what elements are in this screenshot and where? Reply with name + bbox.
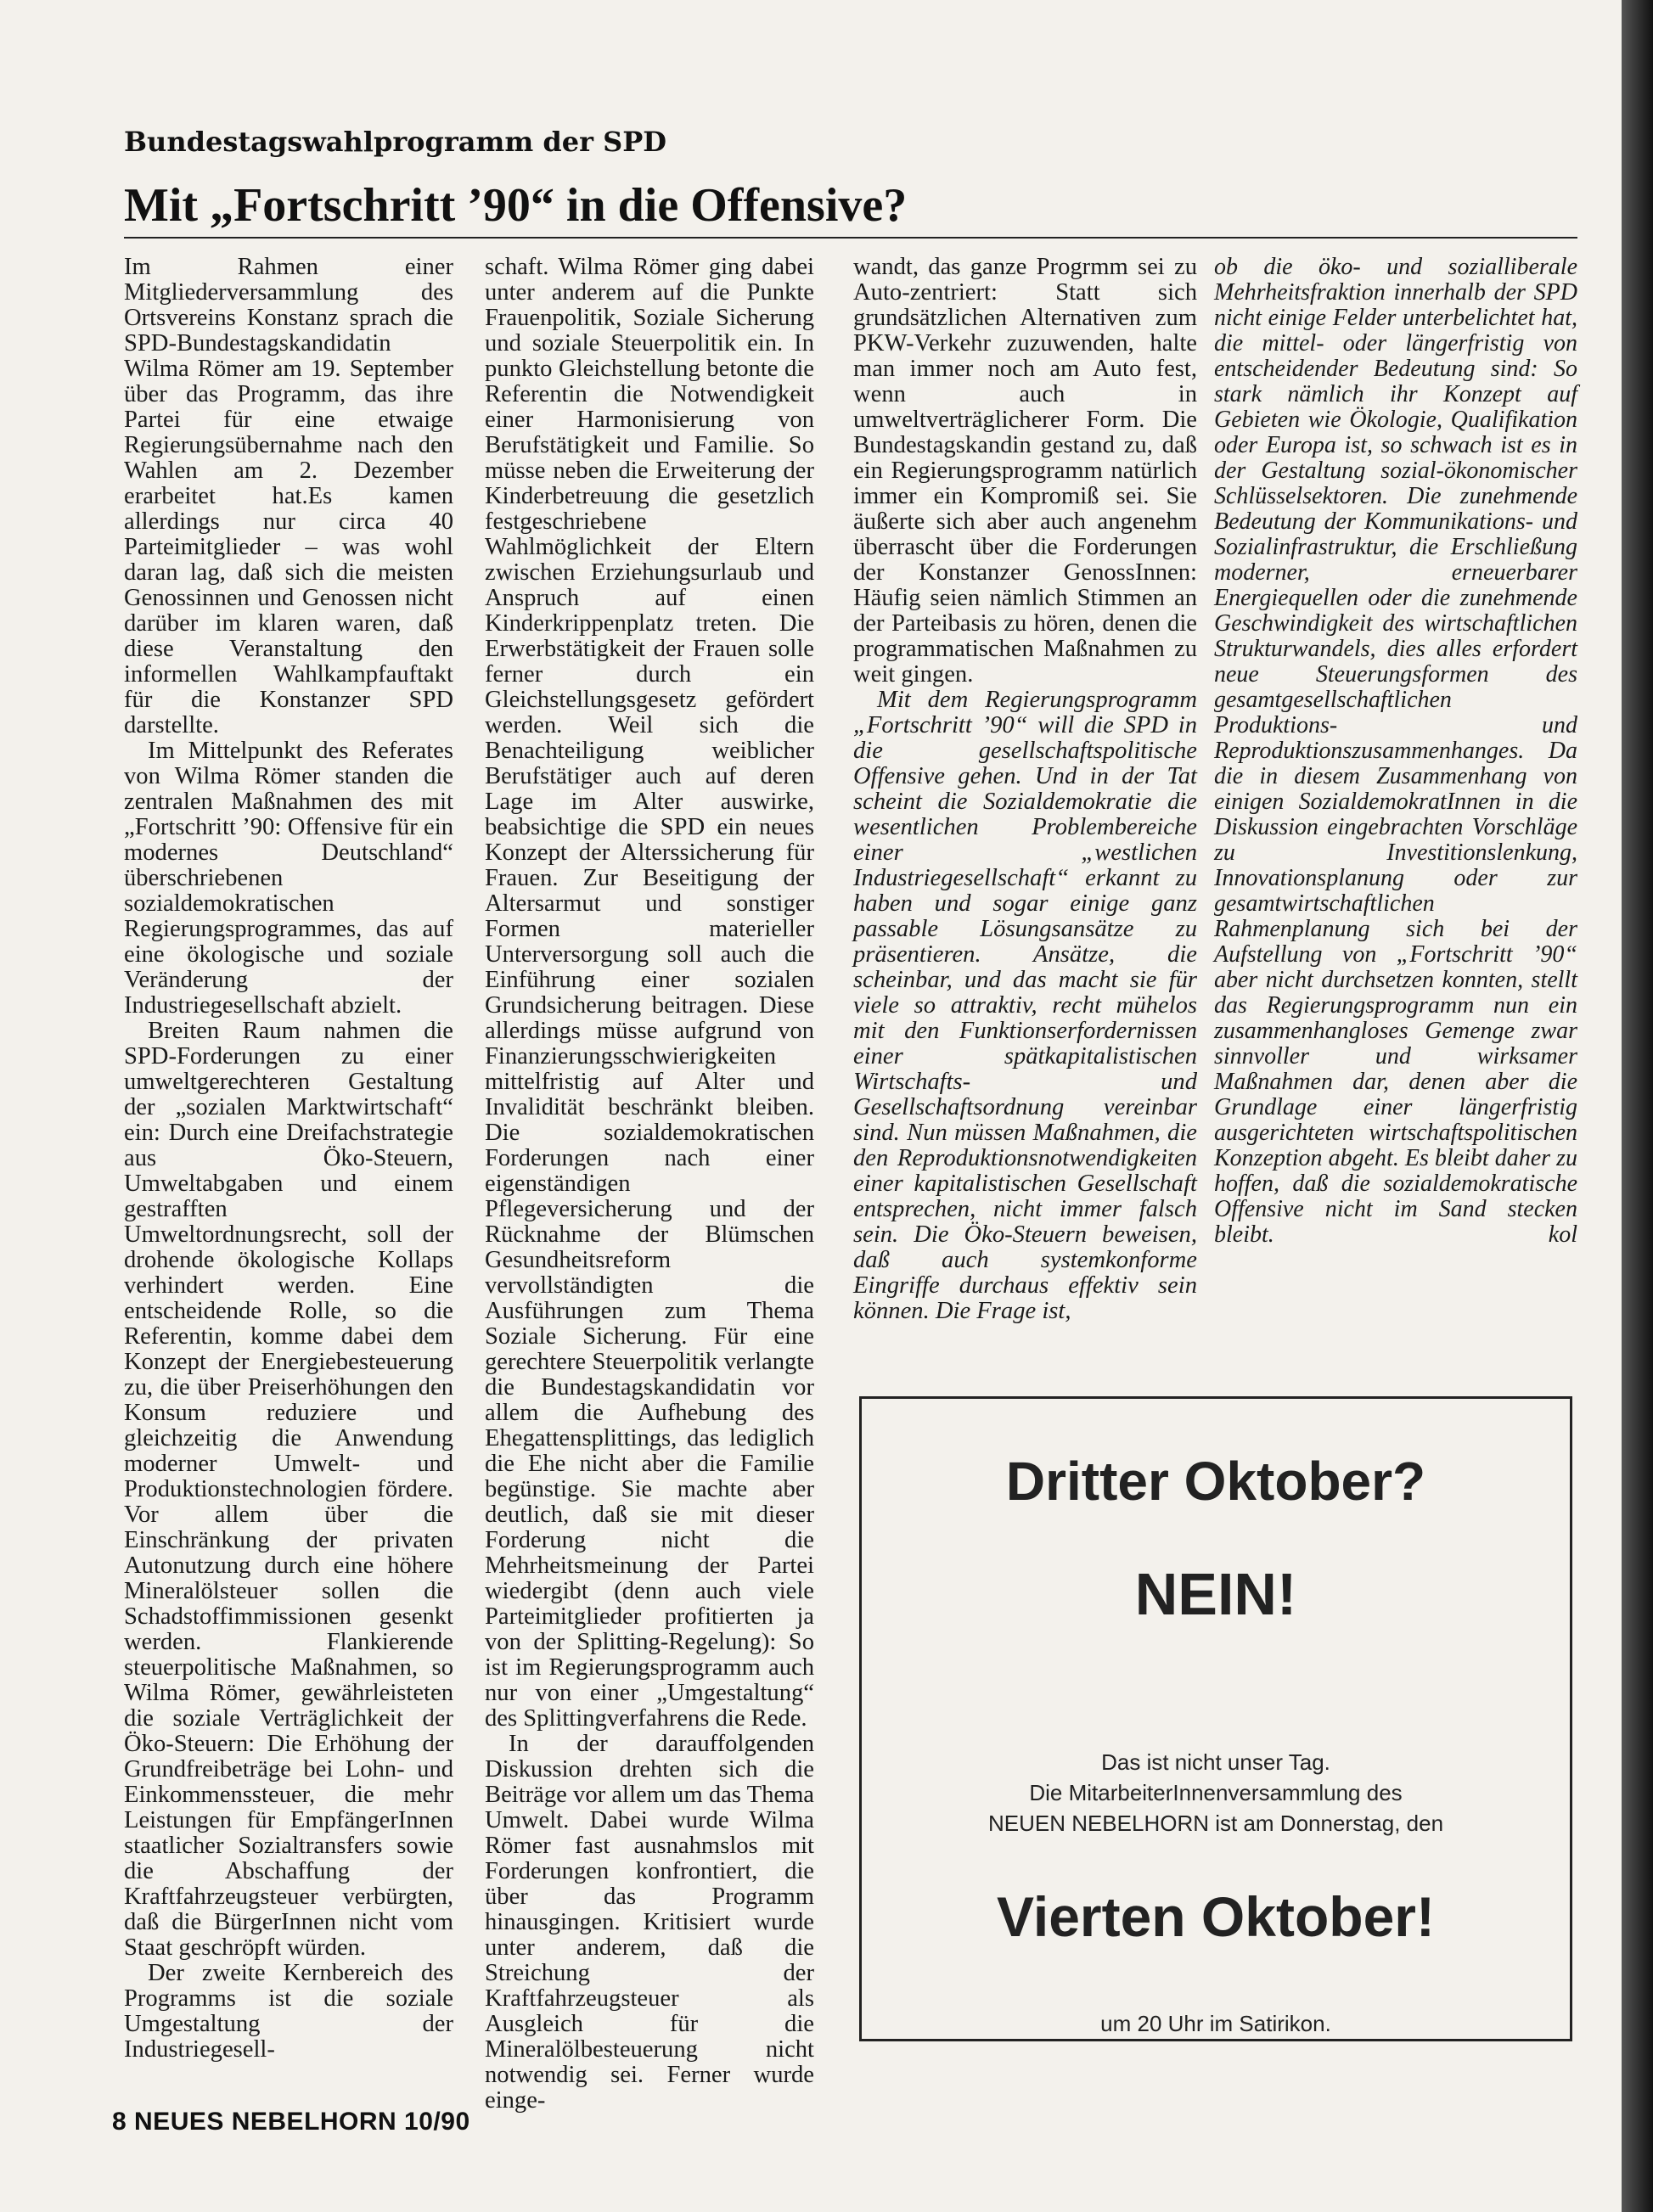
paragraph-text: ob die öko- und sozialliberale Mehrheitsfraktion innerhalb der SPD nicht einige Felder unterbelichtet hat, die mittel- oder längerfristig von entscheidender Bedeutung sind: So stark nämlich ihr Konzept auf Gebieten wie Ökologie, Qualifikation oder Europa ist, so schwach ist es in der Gestaltung sozial-ökonomischer Schlüsselsektoren. Die zunehmende Bedeutung der Kommunikations- und Sozialinfrastruktur, die Erschließung moderner, erneuerbarer Energiequellen oder die zunehmende Geschwindigkeit des wirtschaftlichen Strukturwandels, dies alles erfordert neue Steuerungsformen des gesamtgesellschaftlichen Produktions- und Reproduktionszusammenhanges. Da die in diesem Zusammenhang von einigen SozialdemokratInnen in die Diskussion eingebrachten Vorschläge zu Investitionslenkung, Innovationsplanung oder zur gesamtwirtschaftlichen Rahmenplanung sich bei der Aufstellung von „Fortschritt ’90“ aber nicht durchsetzen konnten, stellt das Regierungsprogramm nun ein zusammenhangloses Gemenge zwar sinnvoller und wirksamer Maßnahmen dar, denen aber die Grundlage einer längerfristig ausgerichteten wirtschaftspolitischen Konzeption abgeht. Es bleibt daher zu hoffen, daß die sozialdemokratische Offensive nicht im Sand stecken bleibt.	[1214, 254, 1577, 1248]
article-column-1	[124, 254, 453, 2063]
announcement-line: Das ist nicht unser Tag.	[1101, 1749, 1330, 1775]
announcement-time: um 20 Uhr im Satirikon.	[1100, 2011, 1331, 2036]
announcement-question: Dritter Oktober?	[1005, 1451, 1426, 1512]
paragraph: Im Mittelpunkt des Referates von Wilma Römer standen die zentralen Maßnahmen des mit „Fortschritt ’90: Offensive für ein modernes Deutschland“ überschriebenen sozialdemokratischen Regierungsprogrammes, das auf eine ökologische und soziale Veränderung der Industriegesellschaft abzielt.	[124, 738, 453, 1019]
page-footer: 8 NEUES NEBELHORN 10/90	[112, 2108, 470, 2136]
paragraph: Breiten Raum nahmen die SPD-Forderungen zu einer umweltgerechteren Gestaltung der „sozialen Marktwirtschaft“ ein: Durch eine Dreifachstrategie aus Öko-Steuern, Umweltabgaben und einem gestrafften Umweltordnungsrecht, soll der drohende ökologische Kollaps verhindert werden. Eine entscheidende Rolle, so die Referentin, komme dabei dem Konzept der Energiebesteuerung zu, die über Preiserhöhungen den Konsum reduziere und gleichzeitig die Anwendung moderner Umwelt- und Produktionstechnologien fördere. Vor allem über die Einschränkung der privaten Autonutzung durch eine höhere Mineralölsteuer sollen die Schadstoffimmissionen gesenkt werden. Flankierende steuerpolitische Maßnahmen, so Wilma Römer, gewährleisteten die soziale Verträglichkeit der Öko-Steuern: Die Erhöhung der Grundfreibeträge bei Lohn- und Einkommenssteuer, die mehr Leistungen für EmpfängerInnen staatlicher Sozialtransfers sowie die Abschaffung der Kraftfahrzeugsteuer verbürgten, daß die BürgerInnen nicht vom Staat geschröpft würden.	[124, 1018, 453, 1961]
paragraph: Der zweite Kernbereich des Programms ist die soziale Umgestaltung der Industriegesell-	[124, 1960, 453, 2063]
paragraph-italic	[1214, 255, 1577, 1248]
announcement-answer: NEIN!	[1134, 1561, 1297, 1627]
announcement-box	[859, 1396, 1572, 2041]
paragraph: In der darauffolgenden Diskussion drehten sich die Beiträge vor allem um das Thema Umwelt. Dabei wurde Wilma Römer fast ausnahmslos mit Forderungen konfrontiert, die über das Programm hinausgingen. Kritisiert wurde unter anderem, daß die Streichung der Kraftfahrzeugsteuer als Ausgleich für die Mineralölbesteuerung nicht notwendig sei. Ferner wurde einge-	[485, 1731, 814, 2114]
announcement-date: Vierten Oktober!	[997, 1885, 1435, 1948]
page-edge-shadow	[1622, 0, 1653, 2212]
paragraph: Im Rahmen einer Mitgliederversammlung des Ortsvereins Konstanz sprach die SPD-Bundestagskandidatin Wilma Römer am 19. September über das Programm, das ihre Partei für eine etwaige Regierungsübernahme nach den Wahlen am 2. Dezember erarbeitet hat.Es kamen allerdings nur circa 40 Parteimitglieder – was wohl daran lag, daß sich die meisten Genossinnen und Genossen nicht darüber im klaren waren, daß diese Veranstaltung den informellen Wahlkampfauftakt für die Konstanzer SPD darstellte.	[124, 254, 453, 738]
paragraph: schaft. Wilma Römer ging dabei unter anderem auf die Punkte Frauenpolitik, Soziale Sicherung und soziale Steuerpolitik ein. In punkto Gleichstellung betonte die Referentin die Notwendigkeit einer Harmonisierung von Berufstätigkeit und Familie. So müsse neben die Erweiterung der Kinderbetreuung die gesetzlich festgeschriebene Wahlmöglichkeit der Eltern zwischen Erziehungsurlaub und Anspruch auf einen Kinderkrippenplatz treten. Die Erwerbstätigkeit der Frauen solle ferner durch ein Gleichstellungsgesetz gefördert werden. Weil sich die Benachteiligung weiblicher Berufstätiger auch auf deren Lage im Alter auswirke, beabsichtige die SPD ein neues Konzept der Alterssicherung für Frauen. Zur Beseitigung der Altersarmut und sonstiger Formen materieller Unterversorgung soll auch die Einführung einer sozialen Grundsicherung beitragen. Diese allerdings müsse aufgrund von Finanzierungsschwierigkeiten mittelfristig auf Alter und Invalidität beschränkt bleiben. Die sozialdemokratischen Forderungen nach einer eigenständigen Pflegeversicherung und der Rücknahme der Blümschen Gesundheitsreform vervollständigten die Ausführungen zum Thema Soziale Sicherung. Für eine gerechtere Steuerpolitik verlangte die Bundestagskandidatin vor allem die Aufhebung des Ehegattensplittings, das lediglich die Ehe nicht aber die Familie begünstige. Sie machte aber deutlich, daß sie mit dieser Forderung nicht die Mehrheitsmeinung der Partei wiedergibt (denn auch viele Parteimitglieder profitierten ja von der Splitting-Regelung): So ist im Regierungsprogramm auch nur von einer „Umgestaltung“ des Splittingverfahrens die Rede.	[485, 254, 814, 1732]
article-kicker: Bundestagswahlprogramm der SPD	[124, 126, 666, 158]
article-column-4	[1214, 255, 1577, 1375]
paragraph: wandt, das ganze Progrmm sei zu Auto-zentriert: Statt sich grundsätzlichen Alternativen zum PKW-Verkehr zuzuwenden, halte man immer noch am Auto fest, wenn auch in umweltverträglicherer Form. Die Bundestagskandin gestand zu, daß ein Regierungsprogramm natürlich immer ein Kompromiß sei. Sie äußerte sich aber auch angenehm überrascht über die Forderungen der Konstanzer GenossInnen: Häufig seien nämlich Stimmen an der Parteibasis zu hören, denen die programmatischen Maßnahmen zu weit gingen.	[853, 254, 1197, 688]
author-signature: kol	[1548, 1221, 1577, 1248]
article-column-2	[485, 254, 814, 2114]
headline-rule	[124, 237, 1577, 239]
article-headline: Mit „Fortschritt ’90“ in die Offensive?	[124, 179, 908, 232]
paragraph-italic: Mit dem Regierungsprogramm „Fortschritt ’90“ will die SPD in die gesellschaftspolitische Offensive gehen. Und in der Tat scheint die Sozialdemokratie die wesentlichen Problembereiche einer „westlichen Industriegesellschaft“ erkannt zu haben und sogar einige ganz passable Lösungsansätze zu präsentieren. Ansätze, die scheinbar, und das macht sie für viele so attraktiv, recht mühelos mit den Funktionserfordernissen einer spätkapitalistischen Wirtschafts- und Gesellschaftsordnung vereinbar sind. Nun müssen Maßnahmen, die den Reproduktionsnotwendigkeiten einer kapitalistischen Gesellschaft entsprechen, nicht immer falsch sein. Die Öko-Steuern beweisen, daß auch systemkonforme Eingriffe durchaus effektiv sein können. Die Frage ist,	[853, 687, 1197, 1324]
announcement-line: Die MitarbeiterInnenversammlung des	[1029, 1780, 1403, 1805]
announcement-line: NEUEN NEBELHORN ist am Donnerstag, den	[987, 1811, 1444, 1836]
